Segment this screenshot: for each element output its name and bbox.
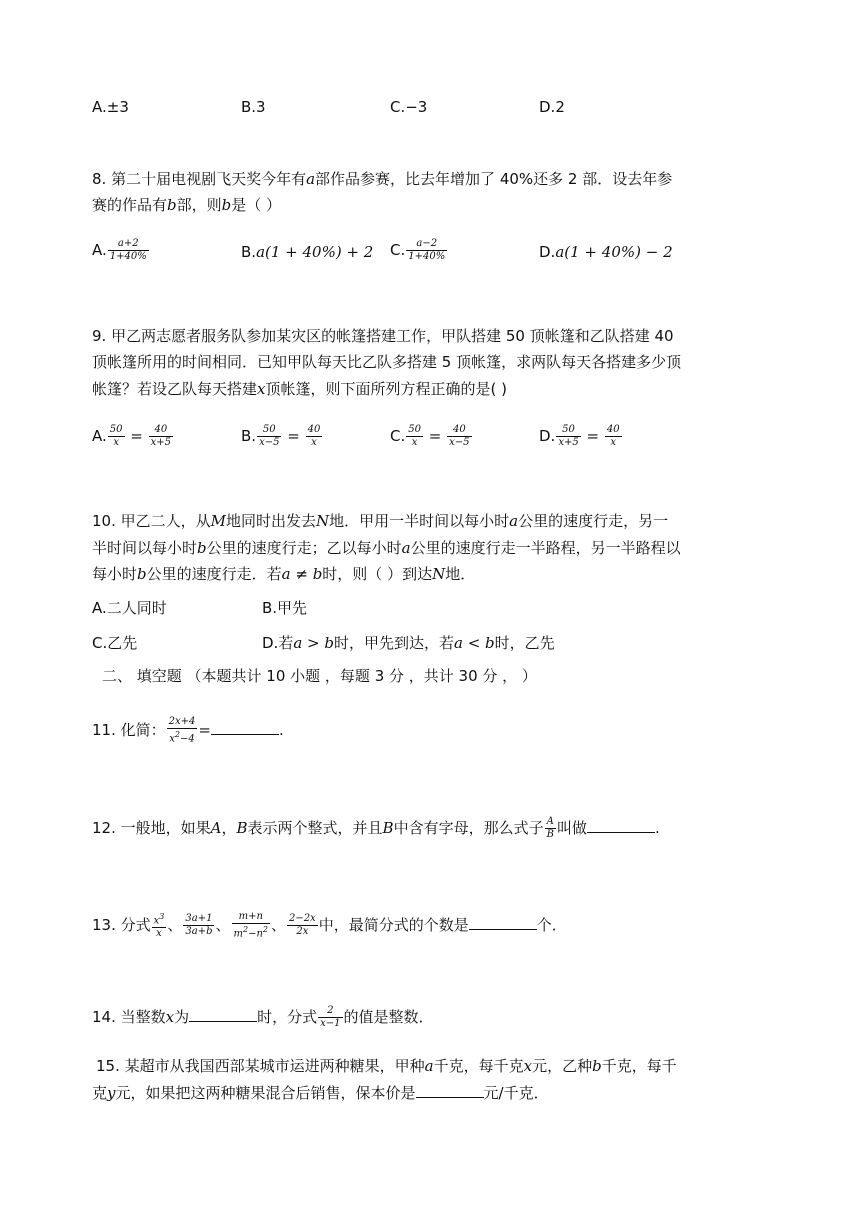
- q13-answer-blank[interactable]: [469, 915, 537, 930]
- q10-option-c: C.乙先: [92, 634, 138, 652]
- q14-answer-blank[interactable]: [189, 1007, 257, 1022]
- q9-option-d: D. $\frac{50}{x+5}$ = $\frac{40}{x}$: [539, 424, 620, 448]
- q9-option-a: A. $\frac{50}{x}$ = $\frac{40}{x+5}$: [92, 424, 172, 448]
- q15-line2: 克y元，如果把这两种糖果混合后销售，保本价是 元/千克．: [92, 1084, 549, 1102]
- q10-stem-line2: 半时间以每小时b公里的速度行走；乙以每小时a公里的速度行走一半路程，另一半路程以: [92, 539, 681, 557]
- q7-option-b: B.3: [241, 98, 266, 116]
- q10-option-a: A.二人同时: [92, 599, 167, 617]
- q8-option-b: B.a(1 + 40%) + 2: [241, 243, 374, 261]
- q8-stem-line1: 8. 第二十届电视剧飞天奖今年有a部作品参赛，比去年增加了 40%还多 2 部．设去年参: [92, 170, 673, 188]
- q14: 14. 当整数x为 时，分式 $\frac{2}{x-1}$ 的值是整数．: [92, 1005, 434, 1029]
- section-title-fill-in: 二、 填空题 （本题共计 10 小题 ，每题 3 分 ，共计 30 分 ， ）: [102, 667, 537, 685]
- q8-option-a: A. $\frac{a+2}{1+40\%}$: [92, 238, 147, 262]
- q8-option-d: D.a(1 + 40%) − 2: [539, 243, 673, 261]
- q12-answer-blank[interactable]: [587, 818, 655, 833]
- q10-stem-line1: 10. 甲乙二人，从M地同时出发去N地．甲用一半时间以每小时a公里的速度行走，另一: [92, 512, 669, 530]
- q7-option-a: A.±3: [92, 98, 129, 116]
- q13: 13. 分式 $\frac{x^3}{x}$ 、 $\frac{3a+1}{3a+b}$ 、 $\frac{m+n}{m^2-n^2}$ 、 $\frac{2-2x}{2x}$ 中，最简分式的个数是 个．: [92, 911, 567, 940]
- q9-stem-line3: 帐篷？若设乙队每天搭建x顶帐篷，则下面所列方程正确的是( ): [92, 380, 507, 398]
- q9-option-c: C. $\frac{50}{x}$ = $\frac{40}{x-5}$: [390, 424, 470, 448]
- q12: 12. 一般地，如果A，B表示两个整式，并且B中含有字母，那么式子 $\frac{A}{B}$ 叫做 .: [92, 816, 660, 840]
- q8-stem-line2: 赛的作品有b部，则b是（ ）: [92, 196, 282, 214]
- q11-answer-blank[interactable]: [211, 720, 279, 735]
- q7-option-c: C.−3: [390, 98, 428, 116]
- q10-option-b: B.甲先: [262, 599, 308, 617]
- q7-option-d: D.2: [539, 98, 565, 116]
- q9-stem-line2: 顶帐篷所用的时间相同．已知甲队每天比乙队多搭建 5 顶帐篷，求两队每天各搭建多少顶: [92, 353, 682, 371]
- q10-stem-line3: 每小时b公里的速度行走．若a ≠ b时，则（ ）到达N地．: [92, 565, 476, 583]
- q9-stem-line1: 9. 甲乙两志愿者服务队参加某灾区的帐篷搭建工作，甲队搭建 50 顶帐篷和乙队搭建 40: [92, 327, 674, 345]
- q15-answer-blank[interactable]: [416, 1083, 484, 1098]
- q8-option-c: C. $\frac{a-2}{1+40\%}$: [390, 238, 446, 262]
- q11: 11. 化简： $\frac{2x+4}{x^2-4}$ = .: [92, 716, 284, 745]
- q10-option-d: D.若a > b时，甲先到达，若a < b时，乙先: [262, 634, 555, 652]
- q15-line1: 15. 某超市从我国西部某城市运进两种糖果，甲种a千克，每千克x元，乙种b千克，每千: [96, 1057, 677, 1075]
- q9-option-b: B. $\frac{50}{x-5}$ = $\frac{40}{x}$: [241, 424, 321, 448]
